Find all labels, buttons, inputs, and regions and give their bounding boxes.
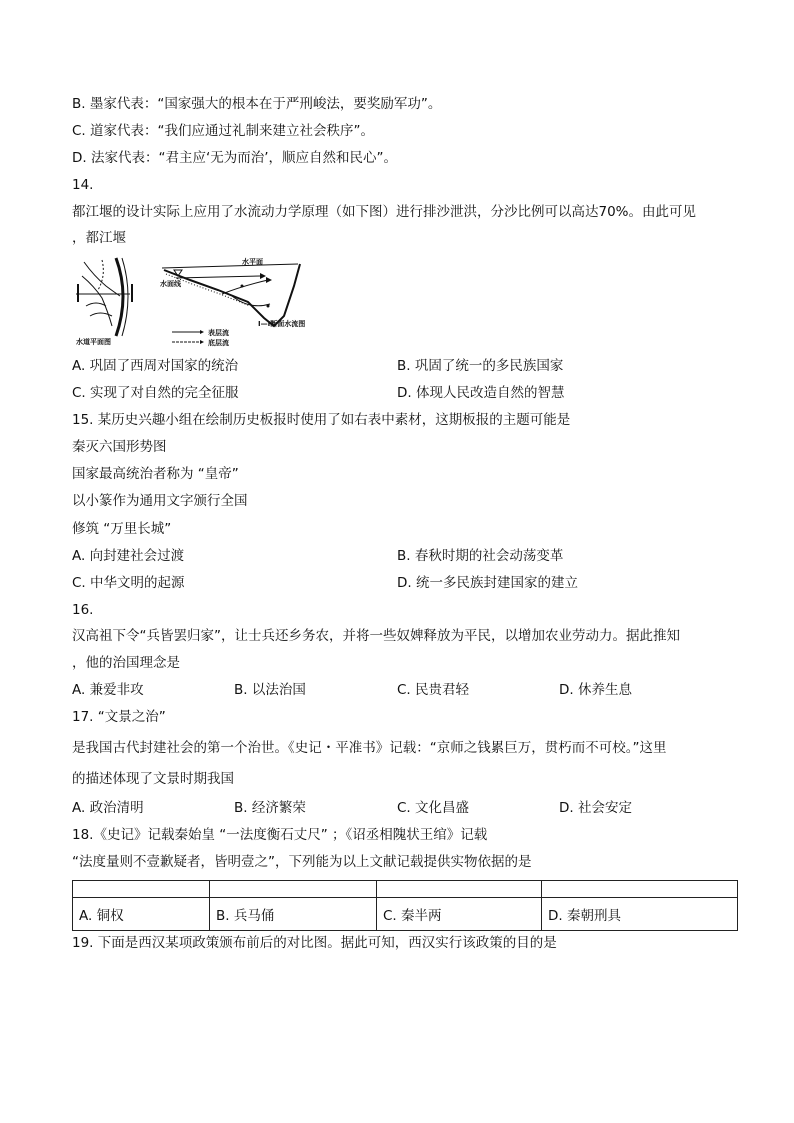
q15-option-b[interactable]: B. 春秋时期的社会动荡变革 (397, 548, 564, 564)
q14-option-a[interactable]: A. 巩固了西周对国家的统治 (72, 358, 239, 374)
q16-option-a[interactable]: A. 兼爱非攻 (72, 682, 144, 698)
q16-stem-line2: ，他的治国理念是 (72, 655, 180, 671)
q18-option-d[interactable]: D. 秦朝刑具 (542, 898, 738, 931)
q16-option-c[interactable]: C. 民贵君轻 (397, 682, 470, 698)
line-q13-option-d: D. 法家代表：“君主应‘无为而治’，顺应自然和民心”。 (72, 150, 398, 166)
q17-option-a[interactable]: A. 政治清明 (72, 800, 144, 816)
q15-option-d[interactable]: D. 统一多民族封建国家的建立 (397, 575, 578, 591)
q16-option-d[interactable]: D. 休养生息 (559, 682, 632, 698)
legend-bottom-label: 底层流 (208, 339, 229, 347)
section-label: I—I断面水流图 (258, 320, 306, 328)
plan-view (75, 258, 132, 346)
q19-stem: 19. 下面是西汉某项政策颁布前后的对比图。据此可知，西汉实行该政策的目的是 (72, 935, 557, 951)
level-label: 水平面 (242, 258, 263, 266)
q15-material-1: 秦灭六国形势图 (72, 439, 167, 455)
q18-option-b[interactable]: B. 兵马俑 (210, 898, 377, 931)
table-cell-empty (542, 881, 738, 898)
legend-surface-label: 表层流 (208, 329, 229, 337)
q15-option-a[interactable]: A. 向封建社会过渡 (72, 548, 185, 564)
section-view (159, 257, 305, 347)
plan-view-label: 水道平面图 (76, 338, 111, 346)
q18-stem-line1: 18.《史记》记载秦始皇 “一法度衡石丈尺” ；《诏丞相隗状王绾》记载 (72, 827, 488, 843)
q16-stem-line1: 汉高祖下令“兵皆罢归家”，让士兵还乡务农，并将一些奴婢释放为平民，以增加农业劳动力。据此推知 (72, 628, 680, 644)
q14-option-b[interactable]: B. 巩固了统一的多民族国家 (397, 358, 564, 374)
q17-option-c[interactable]: C. 文化昌盛 (397, 800, 470, 816)
table-cell-empty (377, 881, 542, 898)
table-row (73, 898, 738, 931)
q17-stem-line1: 是我国古代封建社会的第一个治世。《史记・平准书》记载：“京师之钱累巨万，贯朽而不可校。”这里 (72, 740, 667, 756)
table-cell-empty (73, 881, 210, 898)
table-cell-empty (210, 881, 377, 898)
q15-stem: 15. 某历史兴趣小组在绘制历史板报时使用了如右表中素材，这期板报的主题可能是 (72, 412, 571, 428)
q15-option-c[interactable]: C. 中华文明的起源 (72, 575, 185, 591)
q14-stem-line1: 都江堰的设计实际上应用了水流动力学原理（如下图）进行排沙泄洪，分沙比例可以高达70%。由此可见 (72, 204, 697, 220)
q14-stem-line2: ，都江堰 (72, 230, 126, 246)
q15-material-4: 修筑 “万里长城” (72, 521, 172, 537)
q14-option-c[interactable]: C. 实现了对自然的完全征服 (72, 385, 239, 401)
q18-options-table (72, 880, 738, 931)
q14-number: 14. (72, 177, 94, 193)
line-q13-option-b: B. 墨家代表：“国家强大的根本在于严刑峻法，要奖励军功”。 (72, 96, 442, 112)
q18-stem-line2: “法度量则不壹歉疑者，皆明壹之”，下列能为以上文献记载提供实物依据的是 (72, 854, 532, 870)
dujiangyan-diagram (72, 256, 312, 348)
q18-option-c[interactable]: C. 秦半两 (377, 898, 542, 931)
waterline-label: 水面线 (160, 280, 181, 288)
q14-option-d[interactable]: D. 体现人民改造自然的智慧 (397, 385, 565, 401)
table-row (73, 881, 738, 898)
q17-option-d[interactable]: D. 社会安定 (559, 800, 632, 816)
q17-option-b[interactable]: B. 经济繁荣 (234, 800, 306, 816)
q16-number: 16. (72, 602, 94, 618)
q15-material-2: 国家最高统治者称为 “皇帝” (72, 466, 239, 482)
q16-option-b[interactable]: B. 以法治国 (234, 682, 306, 698)
q15-material-3: 以小篆作为通用文字颁行全国 (72, 493, 248, 509)
line-q13-option-c: C. 道家代表：“我们应通过礼制来建立社会秩序”。 (72, 123, 374, 139)
q17-heading: 17. “文景之治” (72, 709, 166, 725)
q17-stem-line2: 的描述体现了文景时期我国 (72, 771, 234, 787)
q18-option-a[interactable]: A. 铜权 (73, 898, 210, 931)
